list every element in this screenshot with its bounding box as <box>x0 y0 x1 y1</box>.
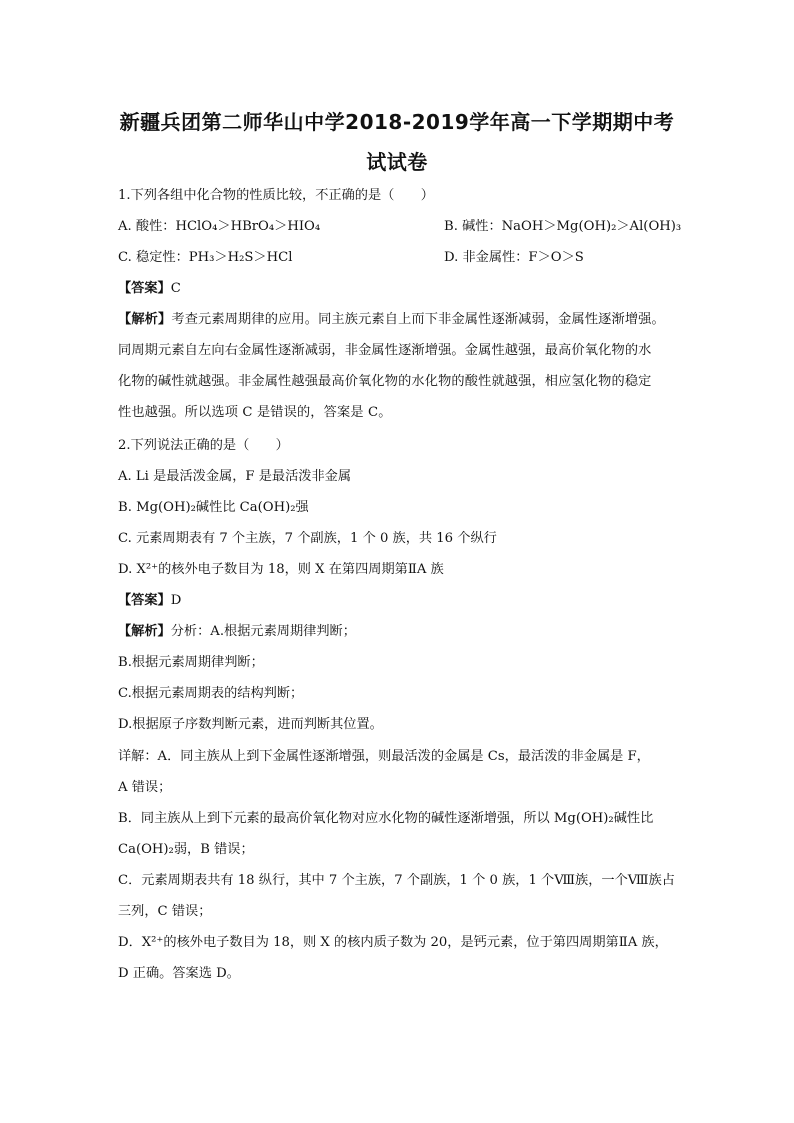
q2-answer-value: D <box>170 593 182 608</box>
q1-option-d: D. 非金属性：F＞O＞S <box>444 250 584 265</box>
q2-detail-b-line2: Ca(OH)₂弱，B 错误； <box>118 842 254 857</box>
q2-analysis-line-b: B.根据元素周期律判断； <box>118 655 264 670</box>
q1-analysis-line4: 性也越强。所以选项 C 是错误的，答案是 C。 <box>118 405 392 420</box>
q1-analysis-line3: 化物的碱性就越强。非金属性越强最高价氧化物的水化物的酸性就越强，相应氢化物的稳定 <box>118 374 652 389</box>
q2-detail-d-line2: D 正确。答案选 D。 <box>118 966 240 981</box>
q2-option-b: B. Mg(OH)₂碱性比 Ca(OH)₂强 <box>118 500 309 515</box>
q1-option-a: A. 酸性：HClO₄＞HBrO₄＞HIO₄ <box>118 219 321 234</box>
q1-option-c: C. 稳定性：PH₃＞H₂S＞HCl <box>118 250 293 265</box>
q2-stem: 2.下列说法正确的是（ ） <box>118 438 289 453</box>
q2-analysis-line-c: C.根据元素周期表的结构判断； <box>118 686 304 701</box>
q1-answer-value: C <box>170 281 181 296</box>
q1-option-b: B. 碱性：NaOH＞Mg(OH)₂＞Al(OH)₃ <box>444 219 682 234</box>
q1-answer-tag: 【答案】 <box>118 281 171 296</box>
q2-detail-a-line2: A 错误； <box>118 780 172 795</box>
q2-detail-c-line2: 三列，C 错误； <box>118 904 212 919</box>
q1-analysis-line1 <box>118 311 665 329</box>
q1-analysis-tag: 【解析】 <box>118 312 172 327</box>
q1-analysis-text1: 考查元素周期律的应用。同主族元素自上而下非金属性逐渐减弱，金属性逐渐增强。 <box>171 312 665 327</box>
q2-detail-b-line1: B．同主族从上到下元素的最高价氧化物对应水化物的碱性逐渐增强，所以 Mg(OH)₂碱性比 <box>118 811 654 826</box>
q2-answer <box>118 592 181 610</box>
q2-analysis-line-d: D.根据原子序数判断元素，进而判断其位置。 <box>118 717 383 732</box>
q2-option-a: A. Li 是最活泼金属，F 是最活泼非金属 <box>118 469 352 484</box>
q2-option-c: C. 元素周期表有 7 个主族，7 个副族，1 个 0 族，共 16 个纵行 <box>118 531 497 546</box>
q2-answer-tag: 【答案】 <box>118 593 171 608</box>
q1-answer <box>118 280 181 298</box>
q2-option-d: D. X²⁺的核外电子数目为 18，则 X 在第四周期第ⅡA 族 <box>118 562 444 577</box>
q1-stem: 1.下列各组中化合物的性质比较，不正确的是（ ） <box>118 188 434 203</box>
q2-analysis-tag: 【解析】 <box>118 624 171 639</box>
q2-analysis-text1: 分析：A.根据元素周期律判断； <box>170 624 356 639</box>
document-title-line1: 新疆兵团第二师华山中学2018-2019学年高一下学期期中考 <box>119 110 675 134</box>
q2-detail-c-line1: C．元素周期表共有 18 纵行，其中 7 个主族，7 个副族，1 个 0 族，1 个Ⅷ族，一个Ⅷ族占 <box>118 873 675 888</box>
q1-analysis-line2: 同周期元素自左向右金属性逐渐减弱，非金属性逐渐增强。金属性越强，最高价氧化物的水 <box>118 343 652 358</box>
q2-analysis-line1 <box>118 623 356 641</box>
q2-detail-a-line1: 详解：A．同主族从上到下金属性逐渐增强，则最活泼的金属是 Cs，最活泼的非金属是 F， <box>118 749 650 764</box>
document-title-line2: 试试卷 <box>366 150 428 174</box>
q2-detail-d-line1: D．X²⁺的核外电子数目为 18，则 X 的核内质子数为 20，是钙元素，位于第四周期第ⅡA 族， <box>118 935 668 950</box>
